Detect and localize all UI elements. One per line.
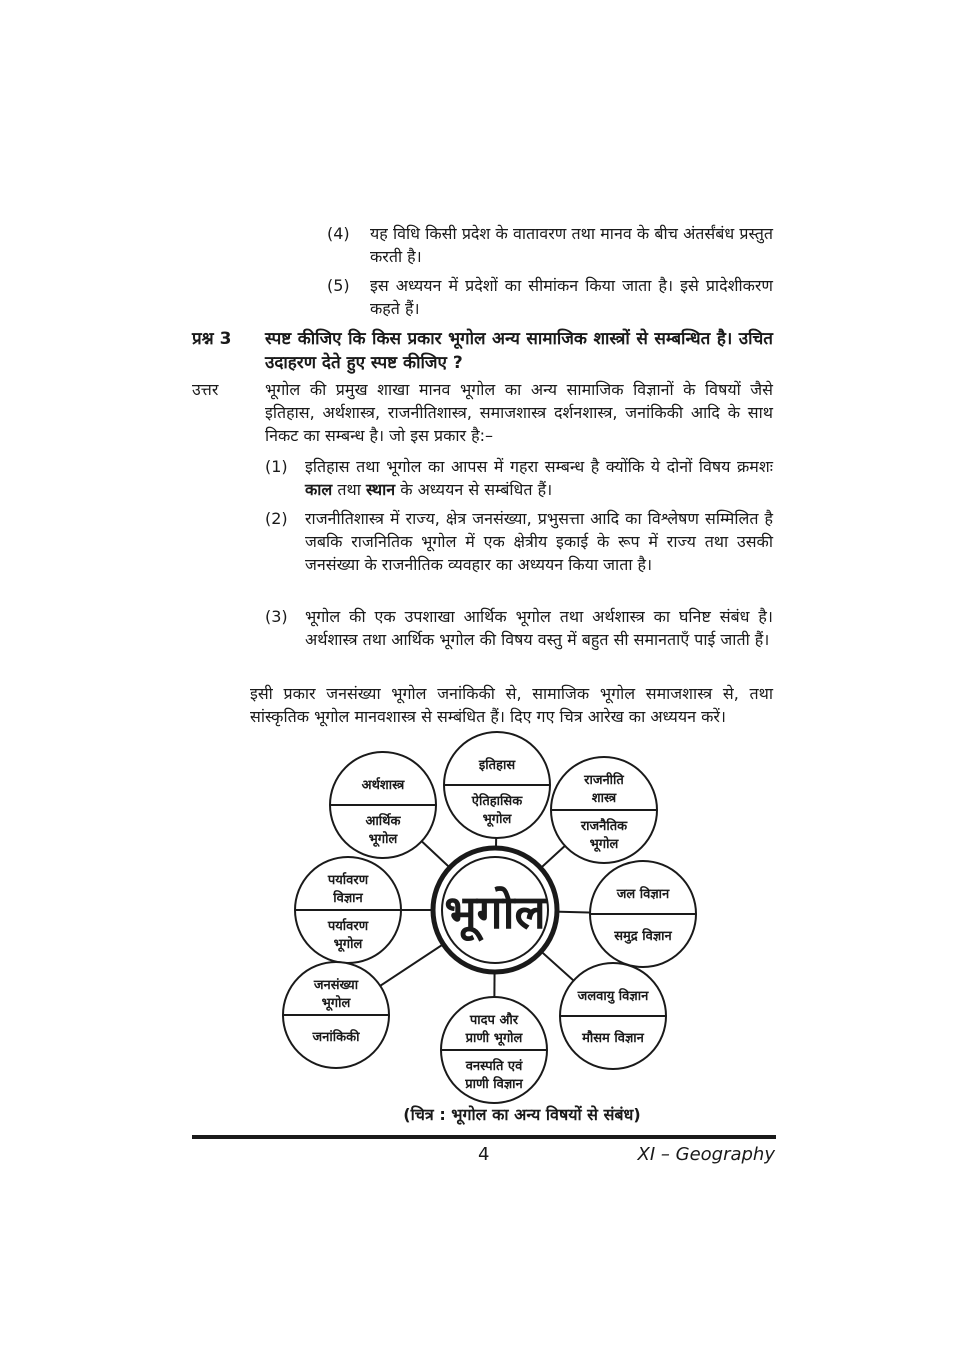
node-label: शास्त्र [591, 791, 617, 806]
closing-paragraph: इसी प्रकार जनसंख्या भूगोल जनांकिकी से, सामाजिक भूगोल समाजशास्त्र से, तथा सांस्कृतिक भूगोल मानवशास्त्र से सम्बंधित हैं। दिए गए चित्र आरेख का अध्ययन करें। [250, 684, 773, 726]
node-label: जलवायु विज्ञान [577, 989, 649, 1004]
node-bottom-left [283, 962, 389, 1068]
list-number: (3) [265, 607, 288, 626]
node-label: विज्ञान [333, 891, 363, 906]
node-label: इतिहास [478, 758, 516, 773]
node-bottom [441, 997, 547, 1103]
node-label: राजनैतिक [580, 819, 628, 834]
node-label: पर्यावरण [327, 873, 369, 888]
page-number: 4 [478, 1144, 490, 1165]
list-item-text: इस अध्ययन में प्रदेशों का सीमांकन किया जाता है। इसे प्रादेशीकरण कहते हैं। [370, 276, 773, 318]
node-label: भूगोल [482, 812, 512, 827]
node-bottom-right [560, 963, 666, 1069]
node-label: प्राणी भूगोल [465, 1031, 523, 1046]
answer-text: भूगोल की प्रमुख शाखा मानव भूगोल का अन्य सामाजिक विज्ञानों के विषयों जैसे इतिहास, अर्थशास्त्र, राजनीतिशास्त्र, समाजशास्त्र दर्शनशास्त्र, जनांकिकी आदि के साथ निकट का सम्बन्ध है। जो इस प्रकार है:– [265, 380, 773, 445]
node-label: जल विज्ञान [616, 887, 670, 902]
list-item-text: राजनीतिशास्त्र में राज्य, क्षेत्र जनसंख्या, प्रभुसत्ता आदि का विश्लेषण सम्मिलित है जबकि राजनितिक भूगोल में एक क्षेत्रीय इकाई के रूप में राज्य तथा उसकी जनसंख्या के राजनीतिक व्यवहार का अध्ययन किया जाता है। [305, 509, 773, 574]
node-label: भूगोल [333, 937, 363, 952]
question-label: प्रश्न 3 [192, 329, 232, 349]
node-label: भूगोल [368, 832, 398, 847]
node-label: भूगोल [321, 996, 351, 1011]
list-item-text: भूगोल की एक उपशाखा आर्थिक भूगोल तथा अर्थशास्त्र का घनिष्ट संबंध है। अर्थशास्त्र तथा आर्थिक भूगोल की विषय वस्तु में बहुत सी समानताएँ पाई जाती हैं। [305, 607, 773, 649]
node-top [444, 732, 550, 838]
node-right [590, 861, 696, 967]
node-label: पादप और [469, 1013, 519, 1028]
node-label: पर्यावरण [327, 919, 369, 934]
footer-title: XI – Geography [637, 1144, 775, 1165]
list-number: (4) [327, 224, 350, 243]
question-text: स्पष्ट कीजिए कि किस प्रकार भूगोल अन्य सामाजिक शास्त्रों से सम्बन्धित है। उचित उदाहरण देते हुए स्पष्ट कीजिए ? [265, 329, 773, 373]
list-item-text: यह विधि किसी प्रदेश के वातावरण तथा मानव के बीच अंतर्संबंध प्रस्तुत करती है। [370, 224, 773, 266]
node-label: ऐतिहासिक [471, 794, 523, 809]
node-label: जनांकिकी [312, 1030, 360, 1045]
list-item-text: इतिहास तथा भूगोल का आपस में गहरा सम्बन्ध है क्योंकि ये दोनों विषय क्रमशः काल तथा स्थान के अध्ययन से सम्बंधित हैं। [305, 457, 773, 499]
answer-label: उत्तर [192, 380, 219, 399]
footer-rule [192, 1135, 776, 1139]
list-number: (1) [265, 457, 288, 476]
node-top-right [551, 757, 657, 863]
list-number: (2) [265, 509, 288, 528]
node-left [295, 857, 401, 963]
node-top-left [330, 752, 436, 858]
node-label: वनस्पति एवं [465, 1059, 523, 1074]
node-label: जनसंख्या [313, 978, 359, 993]
node-label: समुद्र विज्ञान [614, 929, 672, 944]
list-number: (5) [327, 276, 350, 295]
center-label: भूगोल [444, 885, 546, 939]
node-label: प्राणी विज्ञान [465, 1077, 523, 1092]
node-label: आर्थिक [365, 814, 401, 829]
node-label: मौसम विज्ञान [582, 1031, 644, 1046]
node-label: भूगोल [589, 837, 619, 852]
diagram-caption: (चित्र : भूगोल का अन्य विषयों से संबंध) [403, 1105, 641, 1124]
node-label: अर्थशास्त्र [361, 778, 405, 793]
node-label: राजनीति [584, 773, 624, 788]
